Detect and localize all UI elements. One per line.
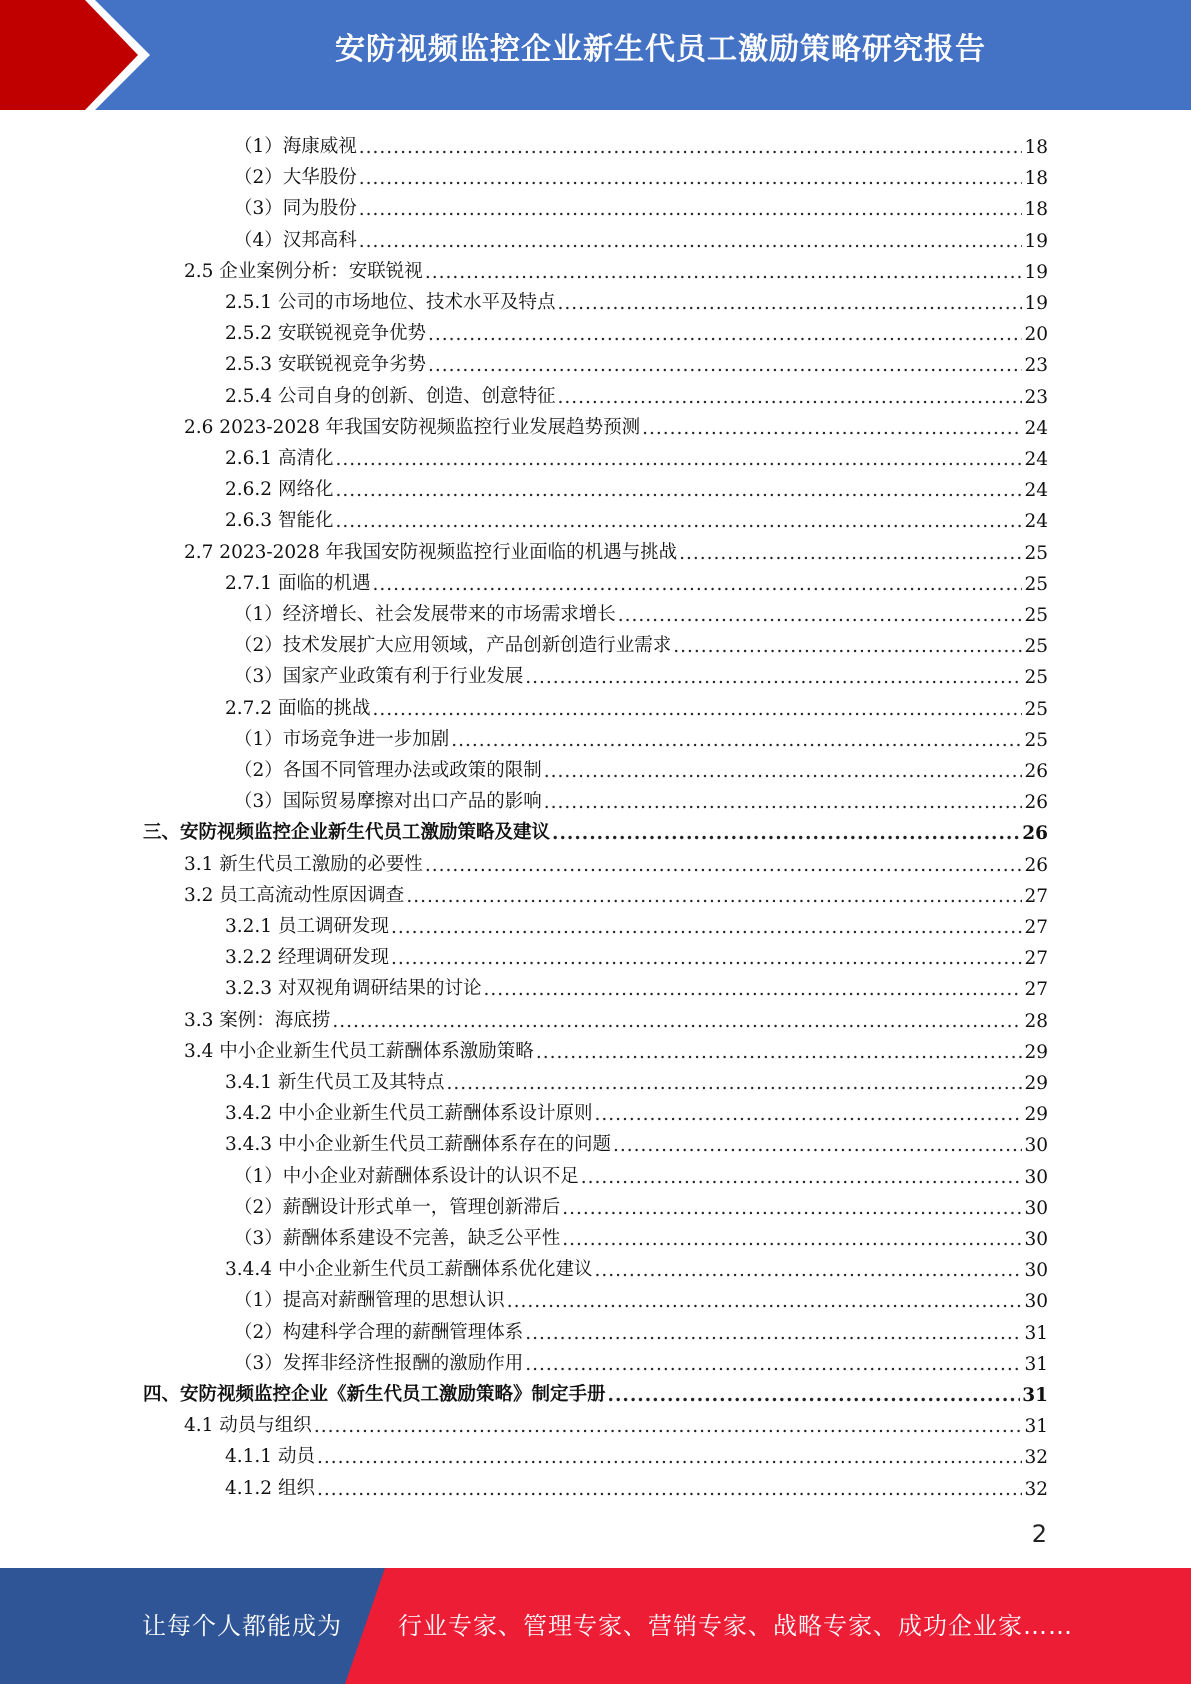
toc-leader-dots [391,948,1022,969]
toc-leader-dots [425,855,1023,876]
toc-entry-page: 31 [1024,1353,1048,1375]
toc-entry-label: 2.6.1 高清化 [225,448,334,469]
toc-entry-page: 26 [1024,854,1048,876]
toc-entry-page: 30 [1024,1260,1048,1282]
toc-entry-label: （1）提高对薪酬管理的思想认识 [234,1290,505,1312]
toc-entry-page: 30 [1024,1166,1048,1188]
toc-entry-label: （2）技术发展扩大应用领域，产品创新创造行业需求 [234,635,672,657]
toc-entry-label: 3.4.1 新生代员工及其特点 [225,1072,445,1093]
toc-entry-page: 30 [1024,1229,1048,1250]
toc-leader-dots [359,199,1023,220]
toc-leader-dots [391,917,1022,938]
toc-entry[interactable] [225,1250,1048,1281]
footer-slogan-right: 行业专家、管理专家、营销专家、战略专家、成功企业家…… [398,1612,1073,1640]
toc-entry-page: 25 [1024,605,1048,626]
toc-entry-page: 26 [1022,823,1048,845]
toc-leader-dots [613,1135,1022,1156]
toc-entry-page: 31 [1024,1322,1048,1344]
toc-entry[interactable] [225,314,1048,345]
toc-entry-label: （1）经济增长、社会发展带来的市场需求增长 [234,604,616,625]
toc-entry[interactable] [234,595,1048,626]
toc-entry-page: 18 [1024,199,1048,221]
toc-entry[interactable] [234,1219,1048,1250]
toc-entry-page: 29 [1024,1073,1048,1094]
toc-entry-label: 2.6.3 智能化 [225,510,334,532]
toc-entry-page: 19 [1024,293,1048,314]
toc-entry-label: （3）同为股份 [234,198,357,220]
toc-entry-page: 31 [1024,1416,1048,1438]
toc-leader-dots [581,1167,1023,1188]
toc-leader-dots [372,699,1022,720]
page-number: 2 [1031,1520,1047,1548]
toc-leader-dots [562,1229,1022,1250]
toc-entry[interactable] [234,1281,1048,1312]
toc-entry-page: 29 [1024,1104,1048,1126]
toc-entry-page: 19 [1024,230,1048,252]
toc-entry[interactable] [184,1032,1048,1063]
toc-entry-label: 3.4.2 中小企业新生代员工薪酬体系设计原则 [225,1103,593,1125]
toc-entry-label: （1）中小企业对薪酬体系设计的认识不足 [234,1165,579,1187]
toc-entry-page: 32 [1024,1478,1048,1500]
toc-leader-dots [317,1447,1023,1468]
toc-entry-label: 2.6.2 网络化 [225,479,334,501]
toc-entry[interactable] [225,1063,1048,1094]
toc-leader-dots [618,605,1023,626]
toc-entry-page: 18 [1024,137,1048,158]
toc-entry[interactable] [184,408,1048,439]
toc-entry[interactable] [225,907,1048,938]
toc-entry-label: （3）薪酬体系建设不完善，缺乏公平性 [234,1228,561,1249]
toc-entry-label: 2.5.3 安联锐视竞争劣势 [225,354,426,376]
toc-entry-page: 27 [1024,885,1048,907]
toc-leader-dots [562,1198,1022,1219]
toc-entry-page: 32 [1024,1447,1048,1469]
toc-leader-dots [536,1042,1023,1063]
toc-leader-dots [544,761,1023,782]
toc-leader-dots [446,1073,1022,1094]
toc-entry[interactable] [184,876,1048,907]
toc-entry-page: 29 [1024,1041,1048,1063]
toc-leader-dots [317,1479,1023,1500]
toc-entry-label: 三、安防视频监控企业新生代员工激励策略及建议 [143,822,551,844]
toc-entry[interactable] [184,1406,1048,1437]
toc-entry-label: 3.2.3 对双视角调研结果的讨论 [225,978,482,1000]
toc-entry-page: 24 [1024,449,1048,470]
toc-entry-page: 18 [1024,168,1048,190]
toc-entry-label: 3.4.3 中小企业新生代员工薪酬体系存在的问题 [225,1134,611,1156]
page-footer [0,1568,1191,1684]
toc-entry-page: 20 [1024,324,1048,346]
toc-entry-label: （3）国家产业政策有利于行业发展 [234,666,524,688]
toc-entry-page: 27 [1024,979,1048,1001]
toc-leader-dots [673,636,1022,657]
toc-leader-dots [359,231,1023,252]
toc-entry-page: 25 [1024,573,1048,595]
toc-entry[interactable] [234,127,1048,158]
toc-entry-page: 25 [1024,698,1048,720]
toc-entry-page: 26 [1024,792,1048,814]
toc-leader-dots [608,1385,1021,1406]
toc-entry[interactable] [234,720,1048,751]
toc-leader-dots [425,262,1023,283]
toc-entry-label: （2）薪酬设计形式单一，管理创新滞后 [234,1196,561,1218]
toc-entry[interactable] [225,1469,1048,1500]
toc-entry[interactable] [225,689,1048,720]
toc-entry-label: （2）各国不同管理办法或政策的限制 [234,760,542,781]
toc-entry-page: 19 [1024,261,1048,283]
toc-entry[interactable] [234,1344,1048,1375]
toc-leader-dots [428,324,1022,345]
toc-entry-label: 2.5.1 公司的市场地位、技术水平及特点 [225,292,556,313]
toc-entry[interactable] [225,969,1048,1000]
toc-leader-dots [332,1011,1022,1032]
toc-entry[interactable] [184,845,1048,876]
toc-leader-dots [525,667,1022,688]
toc-leader-dots [679,543,1022,564]
toc-entry-page: 30 [1024,1197,1048,1219]
toc-leader-dots [557,293,1022,314]
footer-slogan-left: 让每个人都能成为 [142,1612,342,1640]
toc-entry-label: （4）汉邦高科 [234,229,357,251]
toc-entry-page: 24 [1024,511,1048,533]
toc-entry-page: 28 [1024,1010,1048,1032]
toc-entry-label: 3.2.2 经理调研发现 [225,947,389,969]
toc-entry-label: 2.7 2023-2028 年我国安防视频监控行业面临的机遇与挑战 [184,541,678,563]
toc-entry[interactable] [143,1375,1048,1406]
toc-entry-page: 26 [1024,761,1048,782]
toc-entry-label: 3.4.4 中小企业新生代员工薪酬体系优化建议 [225,1259,593,1281]
toc-entry[interactable] [184,1001,1048,1032]
toc-entry-label: 2.7.1 面临的机遇 [225,572,371,594]
toc-entry[interactable] [225,501,1048,532]
toc-entry-page: 31 [1022,1385,1048,1406]
toc-entry[interactable] [225,1125,1048,1156]
toc-entry[interactable] [225,1094,1048,1125]
toc-leader-dots [552,823,1020,844]
toc-entry-label: 2.5.2 安联锐视竞争优势 [225,323,426,345]
toc-leader-dots [557,387,1022,408]
toc-entry-label: 3.3 案例：海底捞 [184,1009,331,1031]
toc-entry[interactable] [234,221,1048,252]
toc-entry-label: 四、安防视频监控企业《新生代员工激励策略》制定手册 [143,1384,606,1405]
toc-entry[interactable] [234,158,1048,189]
toc-entry-label: （3）国际贸易摩擦对出口产品的影响 [234,791,542,813]
toc-leader-dots [428,355,1022,376]
toc-entry-label: （3）发挥非经济性报酬的激励作用 [234,1352,524,1374]
toc-entry[interactable] [234,782,1048,813]
toc-entry[interactable] [225,564,1048,595]
toc-entry-page: 24 [1024,417,1048,439]
toc-leader-dots [335,449,1022,470]
toc-leader-dots [544,792,1023,813]
toc-leader-dots [594,1260,1022,1281]
toc-entry-page: 24 [1024,480,1048,502]
toc-entry[interactable] [225,283,1048,314]
toc-leader-dots [483,979,1022,1000]
page-header [0,0,1191,110]
toc-entry-label: 3.4 中小企业新生代员工薪酬体系激励策略 [184,1040,534,1062]
toc-entry[interactable] [143,813,1048,844]
toc-entry-label: 2.6 2023-2028 年我国安防视频监控行业发展趋势预测 [184,416,641,438]
toc-entry[interactable] [234,1313,1048,1344]
toc-entry[interactable] [225,1437,1048,1468]
toc-entry-label: 2.5.4 公司自身的创新、创造、创意特征 [225,385,556,407]
toc-leader-dots [525,1354,1022,1375]
toc-entry[interactable] [225,345,1048,376]
toc-leader-dots [359,168,1023,189]
toc-entry[interactable] [234,751,1048,782]
toc-leader-dots [335,511,1022,532]
toc-entry-label: （2）构建科学合理的薪酬管理体系 [234,1321,524,1343]
toc-entry-label: 4.1 动员与组织 [184,1415,312,1437]
toc-leader-dots [642,418,1022,439]
toc-entry[interactable] [184,252,1048,283]
toc-leader-dots [594,1104,1022,1125]
toc-entry-label: （2）大华股份 [234,167,357,189]
toc-leader-dots [507,1291,1023,1312]
toc-leader-dots [359,137,1023,158]
toc-entry-label: 3.2 员工高流动性原因调查 [184,884,405,906]
toc-entry-page: 27 [1024,917,1048,938]
toc-entry-page: 25 [1024,667,1048,689]
toc-entry[interactable] [234,657,1048,688]
toc-leader-dots [525,1323,1022,1344]
toc-entry-label: （1）市场竞争进一步加剧 [234,728,450,750]
toc-leader-dots [406,886,1022,907]
chevron-arrow-icon [0,0,160,110]
toc-leader-dots [372,574,1022,595]
toc-entry[interactable] [225,439,1048,470]
toc-entry-label: 2.7.2 面临的挑战 [225,697,371,719]
toc-entry-page: 27 [1024,948,1048,970]
toc-entry-label: 4.1.1 动员 [225,1446,315,1468]
toc-leader-dots [314,1416,1023,1437]
toc-entry-label: 3.1 新生代员工激励的必要性 [184,853,423,875]
toc-entry[interactable] [225,938,1048,969]
toc-entry-page: 23 [1024,386,1048,408]
toc-entry-page: 25 [1024,636,1048,658]
toc-entry-label: 4.1.2 组织 [225,1477,315,1499]
toc-entry[interactable] [225,470,1048,501]
toc-entry-page: 30 [1024,1291,1048,1313]
toc-entry[interactable] [184,533,1048,564]
toc-entry-label: 2.5 企业案例分析：安联锐视 [184,260,423,282]
toc-entry[interactable] [225,377,1048,408]
toc-entry-page: 23 [1024,355,1048,377]
toc-entry[interactable] [234,626,1048,657]
toc-entry[interactable] [234,189,1048,220]
toc-leader-dots [335,480,1022,501]
toc-entry-page: 25 [1024,542,1048,564]
toc-entry-label: 3.2.1 员工调研发现 [225,916,389,937]
toc-entry[interactable] [234,1188,1048,1219]
toc-entry-page: 30 [1024,1135,1048,1157]
toc-entry-label: （1）海康威视 [234,136,357,157]
toc-entry[interactable] [234,1157,1048,1188]
toc-leader-dots [451,730,1022,751]
toc-entry-page: 25 [1024,729,1048,751]
report-title: 安防视频监控企业新生代员工激励策略研究报告 [335,32,986,67]
